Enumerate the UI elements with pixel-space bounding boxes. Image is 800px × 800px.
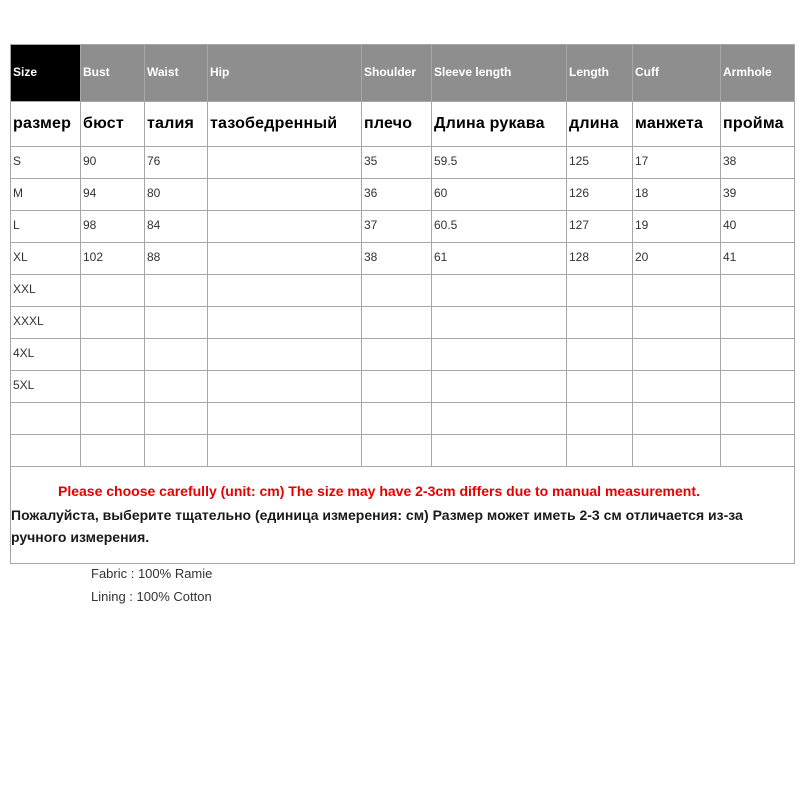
table-row [11, 435, 795, 467]
value-cell [432, 275, 567, 307]
header-cell-ru: пройма [721, 102, 795, 147]
value-cell [432, 403, 567, 435]
value-cell [721, 339, 795, 371]
value-cell: 38 [362, 243, 432, 275]
value-cell [432, 339, 567, 371]
table-row [11, 403, 795, 435]
size-cell: XXXL [11, 307, 81, 339]
header-cell: Shoulder [362, 45, 432, 102]
size-cell: S [11, 147, 81, 179]
size-cell: XL [11, 243, 81, 275]
value-cell [362, 403, 432, 435]
value-cell [81, 371, 145, 403]
value-cell: 84 [145, 211, 208, 243]
header-row-russian [11, 102, 795, 147]
value-cell [208, 243, 362, 275]
value-cell [362, 371, 432, 403]
fabric-composition: Fabric : 100% Ramie [91, 566, 213, 581]
value-cell [208, 275, 362, 307]
header-cell-ru: талия [145, 102, 208, 147]
header-cell-ru: плечо [362, 102, 432, 147]
table-row [11, 275, 795, 307]
lining-composition: Lining : 100% Cotton [91, 589, 212, 604]
note-russian: Пожалуйста, выберите тщательно (единица измерения: см) Размер может иметь 2-3 см отличается из-за ручного измерения. [11, 507, 743, 545]
size-cell [11, 435, 81, 467]
value-cell: 94 [81, 179, 145, 211]
value-cell [567, 307, 633, 339]
value-cell [145, 435, 208, 467]
value-cell [721, 403, 795, 435]
header-cell: Size [11, 45, 81, 102]
value-cell: 60.5 [432, 211, 567, 243]
value-cell [81, 403, 145, 435]
header-row-english [11, 45, 795, 102]
value-cell: 19 [633, 211, 721, 243]
size-cell: 5XL [11, 371, 81, 403]
table-row [11, 179, 795, 211]
table-row [11, 147, 795, 179]
size-cell: M [11, 179, 81, 211]
value-cell [362, 275, 432, 307]
value-cell [432, 307, 567, 339]
value-cell [432, 435, 567, 467]
header-cell-ru: размер [11, 102, 81, 147]
value-cell [567, 339, 633, 371]
value-cell [633, 403, 721, 435]
value-cell [633, 307, 721, 339]
value-cell [567, 275, 633, 307]
value-cell: 128 [567, 243, 633, 275]
value-cell [432, 371, 567, 403]
value-cell [208, 211, 362, 243]
value-cell [721, 371, 795, 403]
value-cell: 39 [721, 179, 795, 211]
table-row [11, 339, 795, 371]
value-cell [633, 371, 721, 403]
table-row [11, 211, 795, 243]
value-cell: 127 [567, 211, 633, 243]
value-cell [208, 371, 362, 403]
value-cell: 80 [145, 179, 208, 211]
value-cell [208, 147, 362, 179]
value-cell [567, 435, 633, 467]
value-cell: 37 [362, 211, 432, 243]
header-cell: Cuff [633, 45, 721, 102]
value-cell: 98 [81, 211, 145, 243]
value-cell [362, 307, 432, 339]
value-cell [81, 307, 145, 339]
table-row [11, 307, 795, 339]
value-cell [145, 339, 208, 371]
value-cell [362, 435, 432, 467]
value-cell: 40 [721, 211, 795, 243]
header-cell: Bust [81, 45, 145, 102]
value-cell: 102 [81, 243, 145, 275]
value-cell [721, 275, 795, 307]
value-cell [145, 275, 208, 307]
value-cell [208, 403, 362, 435]
value-cell: 41 [721, 243, 795, 275]
value-cell [633, 435, 721, 467]
table-row [11, 243, 795, 275]
value-cell [721, 435, 795, 467]
value-cell [81, 275, 145, 307]
value-cell: 20 [633, 243, 721, 275]
value-cell [633, 275, 721, 307]
header-cell: Sleeve length [432, 45, 567, 102]
header-cell: Hip [208, 45, 362, 102]
value-cell: 125 [567, 147, 633, 179]
header-cell: Armhole [721, 45, 795, 102]
value-cell [633, 339, 721, 371]
value-cell [145, 403, 208, 435]
value-cell: 59.5 [432, 147, 567, 179]
size-chart-table [10, 44, 795, 564]
header-cell: Waist [145, 45, 208, 102]
value-cell: 18 [633, 179, 721, 211]
value-cell: 126 [567, 179, 633, 211]
header-cell-ru: бюст [81, 102, 145, 147]
note-english: Please choose carefully (unit: cm) The size may have 2-3cm differs due to manual measurement. [58, 483, 700, 499]
header-cell-ru: тазобедренный [208, 102, 362, 147]
size-cell: 4XL [11, 339, 81, 371]
value-cell [81, 435, 145, 467]
value-cell [208, 307, 362, 339]
value-cell [208, 435, 362, 467]
header-cell-ru: длина [567, 102, 633, 147]
value-cell [721, 307, 795, 339]
value-cell: 88 [145, 243, 208, 275]
value-cell: 36 [362, 179, 432, 211]
value-cell: 17 [633, 147, 721, 179]
value-cell: 76 [145, 147, 208, 179]
value-cell: 61 [432, 243, 567, 275]
value-cell [362, 339, 432, 371]
value-cell [208, 339, 362, 371]
value-cell: 38 [721, 147, 795, 179]
size-cell: XXL [11, 275, 81, 307]
note-row [11, 467, 795, 564]
header-cell: Length [567, 45, 633, 102]
header-cell-ru: Длина рукава [432, 102, 567, 147]
value-cell [567, 371, 633, 403]
value-cell [567, 403, 633, 435]
value-cell [81, 339, 145, 371]
header-cell-ru: манжета [633, 102, 721, 147]
size-cell [11, 403, 81, 435]
note-cell [11, 467, 795, 564]
value-cell [145, 307, 208, 339]
value-cell: 60 [432, 179, 567, 211]
value-cell [208, 179, 362, 211]
size-cell: L [11, 211, 81, 243]
table-row [11, 371, 795, 403]
value-cell: 35 [362, 147, 432, 179]
value-cell [145, 371, 208, 403]
value-cell: 90 [81, 147, 145, 179]
